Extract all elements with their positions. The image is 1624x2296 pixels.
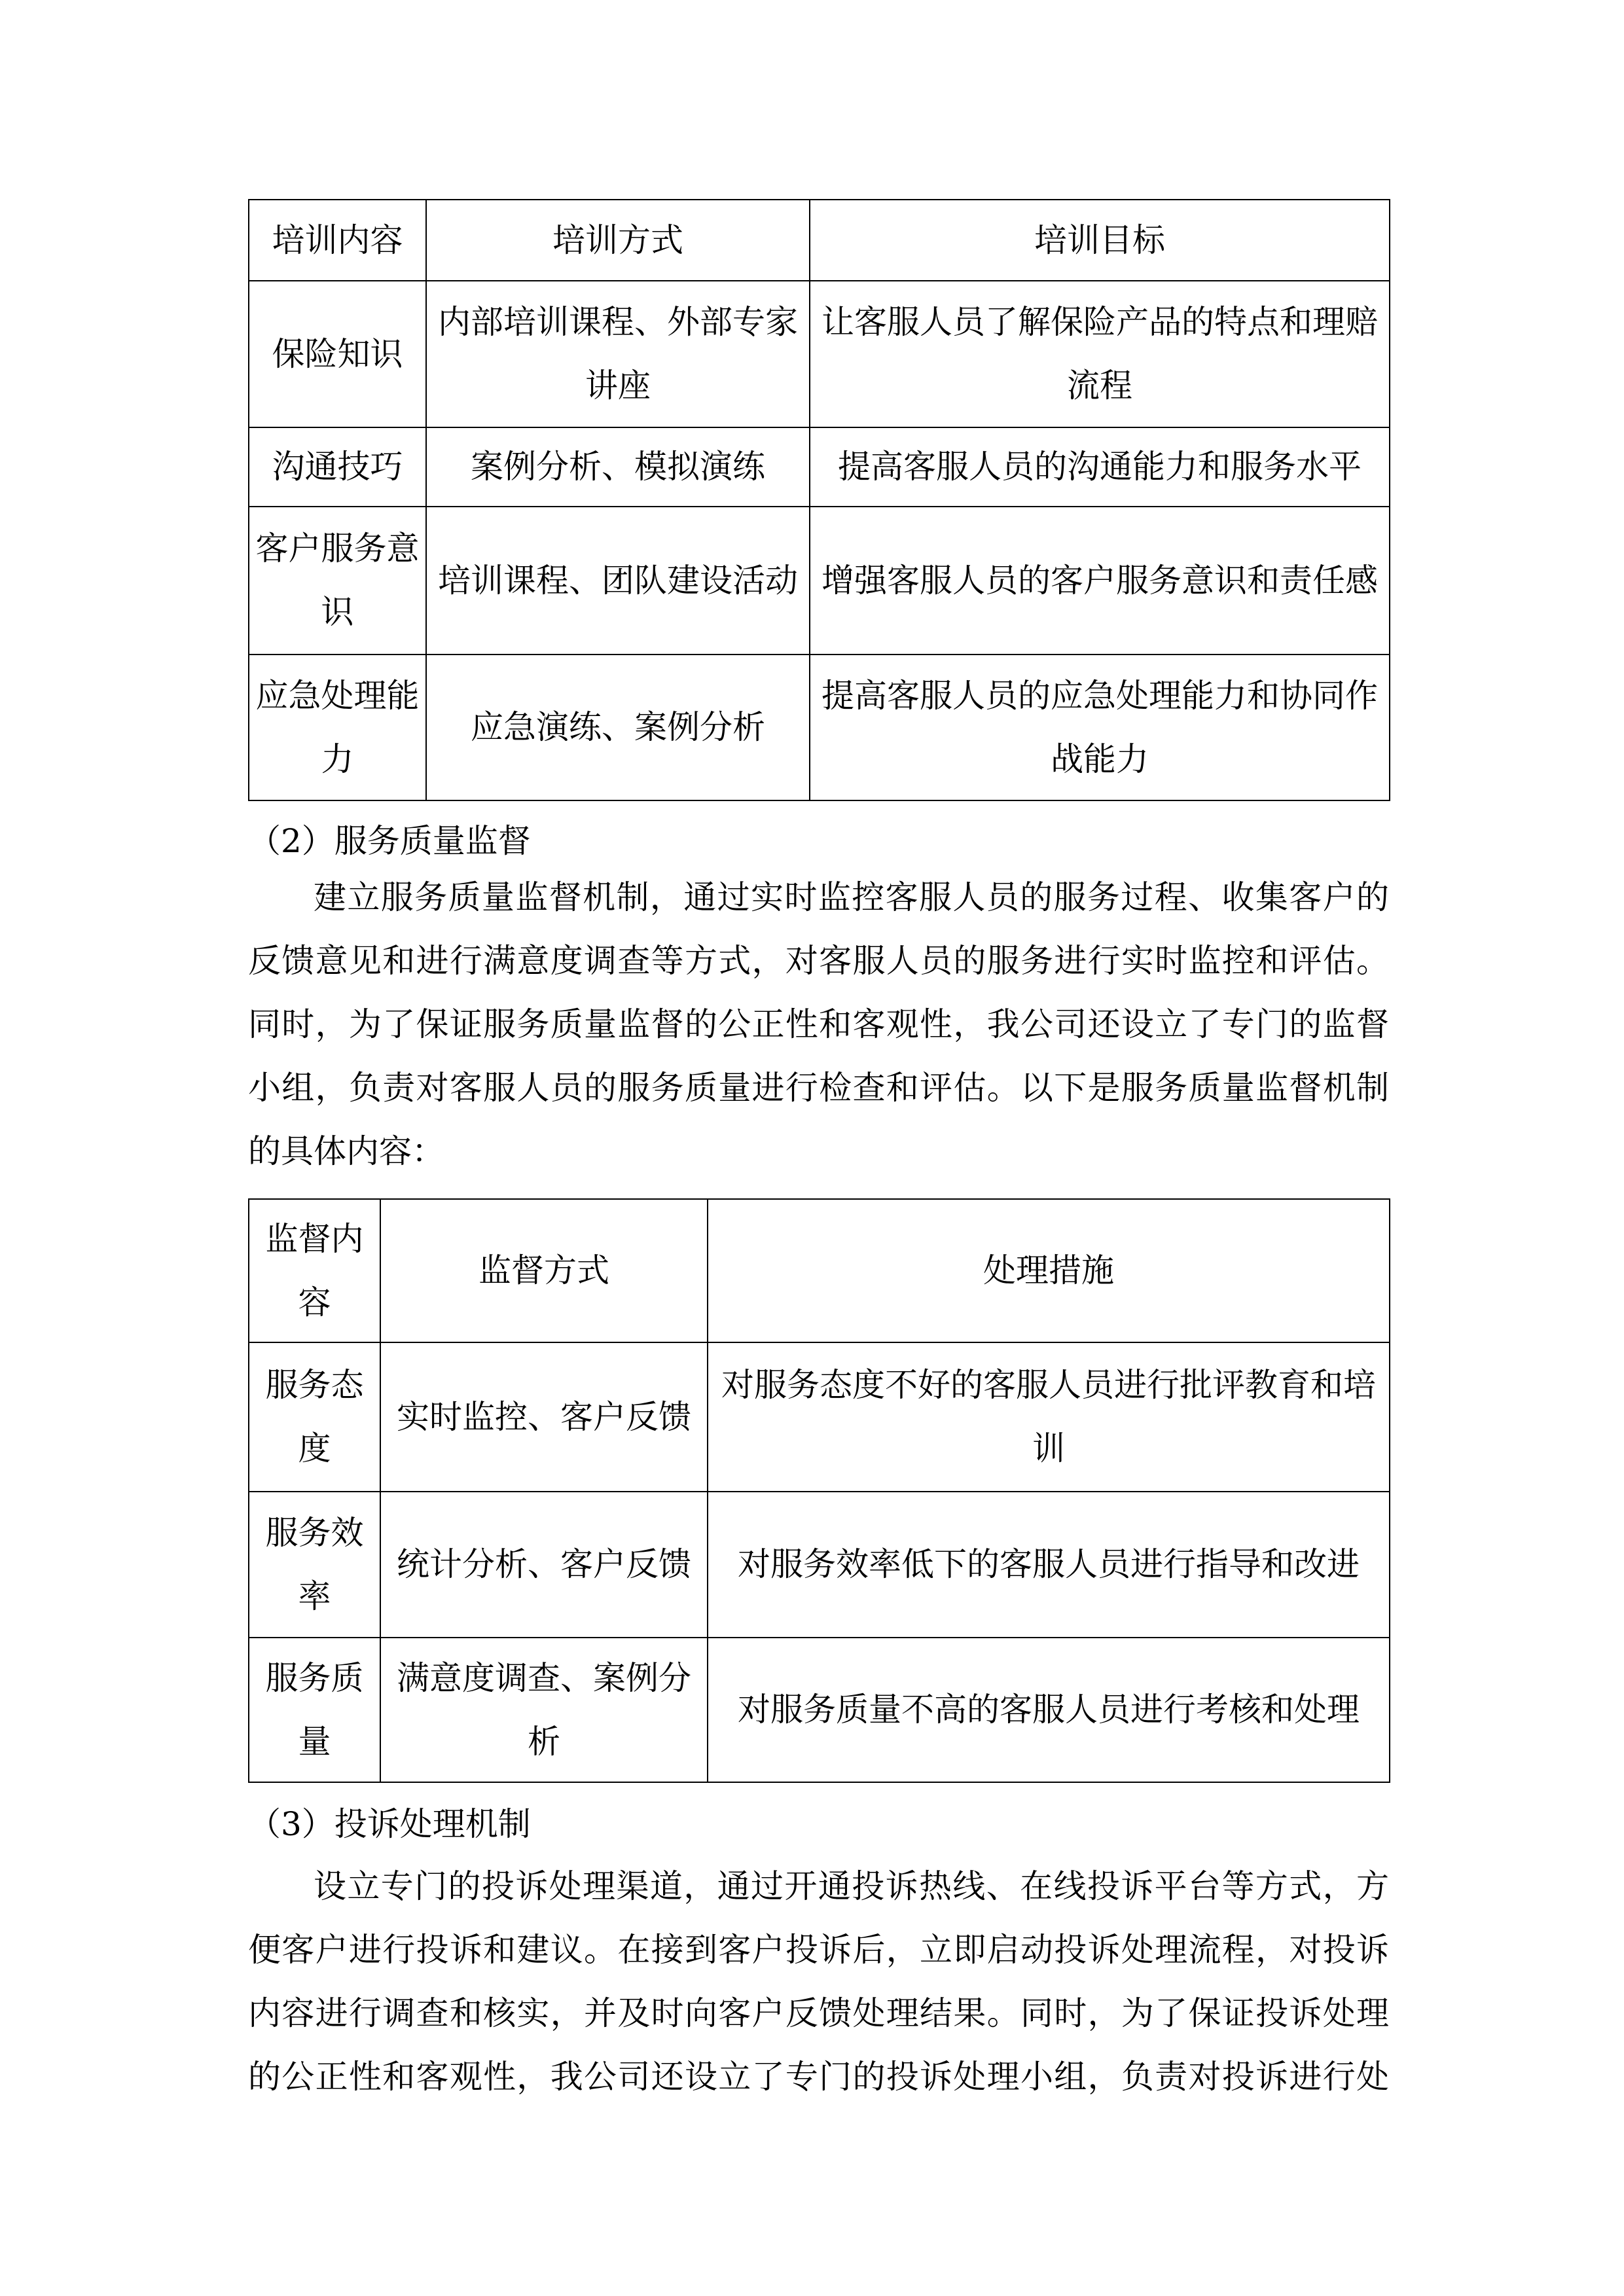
table-header-row: [249, 200, 1390, 281]
table-row: [249, 507, 1390, 655]
table-cell: 案例分析、模拟演练: [426, 427, 810, 507]
table-row: [249, 427, 1390, 507]
table-cell: 应急处理能力: [249, 655, 426, 800]
table-cell: 沟通技巧: [249, 427, 426, 507]
table-cell: 提高客服人员的沟通能力和服务水平: [810, 427, 1390, 507]
table-cell: 服务效率: [249, 1492, 380, 1638]
table-cell: 服务态度: [249, 1342, 380, 1492]
table-cell: 统计分析、客户反馈: [380, 1492, 708, 1638]
table-cell: 让客服人员了解保险产品的特点和理赔流程: [810, 281, 1390, 427]
section-heading: （3）投诉处理机制: [248, 1805, 531, 1843]
paragraph-line: 内容进行调查和核实，并及时向客户反馈处理结果。同时，为了保证投诉处理: [248, 1994, 1389, 2032]
table-cell: 培训课程、团队建设活动: [426, 507, 810, 655]
table-cell: 实时监控、客户反馈: [380, 1342, 708, 1492]
table-cell: 应急演练、案例分析: [426, 655, 810, 800]
paragraph-line: 的具体内容：: [248, 1132, 444, 1170]
paragraph: [248, 866, 1389, 1183]
table-row: [249, 1342, 1390, 1492]
paragraph-line: 设立专门的投诉处理渠道，通过开通投诉热线、在线投诉平台等方式，方: [314, 1867, 1389, 1905]
header-cell: 监督方式: [380, 1199, 708, 1342]
table-cell: 对服务质量不高的客服人员进行考核和处理: [708, 1638, 1390, 1782]
paragraph-line: 反馈意见和进行满意度调查等方式，对客服人员的服务进行实时监控和评估。: [248, 942, 1389, 980]
table-row: [249, 655, 1390, 800]
table-cell: 保险知识: [249, 281, 426, 427]
paragraph-line: 的公正性和客观性，我公司还设立了专门的投诉处理小组，负责对投诉进行处: [248, 2058, 1389, 2096]
paragraph-line: 同时，为了保证服务质量监督的公正性和客观性，我公司还设立了专门的监督: [248, 1005, 1389, 1043]
paragraph: [248, 1855, 1389, 2109]
training-table: [248, 199, 1390, 801]
header-cell: 培训内容: [249, 200, 426, 281]
header-cell: 培训目标: [810, 200, 1390, 281]
table-cell: 服务质量: [249, 1638, 380, 1782]
paragraph-line: 建立服务质量监督机制，通过实时监控客服人员的服务过程、收集客户的: [314, 878, 1389, 916]
table-cell: 增强客服人员的客户服务意识和责任感: [810, 507, 1390, 655]
paragraph-line: 小组，负责对客服人员的服务质量进行检查和评估。以下是服务质量监督机制: [248, 1069, 1389, 1107]
paragraph-line: 便客户进行投诉和建议。在接到客户投诉后，立即启动投诉处理流程，对投诉: [248, 1931, 1389, 1969]
table-cell: 满意度调查、案例分析: [380, 1638, 708, 1782]
table-cell: 内部培训课程、外部专家讲座: [426, 281, 810, 427]
header-cell: 处理措施: [708, 1199, 1390, 1342]
supervision-table: [248, 1198, 1390, 1783]
section-heading: （2）服务质量监督: [248, 822, 531, 860]
table-cell: 客户服务意识: [249, 507, 426, 655]
table-row: [249, 1492, 1390, 1638]
table-cell: 提高客服人员的应急处理能力和协同作战能力: [810, 655, 1390, 800]
table-cell: 对服务态度不好的客服人员进行批评教育和培训: [708, 1342, 1390, 1492]
table-row: [249, 281, 1390, 427]
header-cell: 监督内容: [249, 1199, 380, 1342]
table-cell: 对服务效率低下的客服人员进行指导和改进: [708, 1492, 1390, 1638]
table-header-row: [249, 1199, 1390, 1342]
header-cell: 培训方式: [426, 200, 810, 281]
table-row: [249, 1638, 1390, 1782]
